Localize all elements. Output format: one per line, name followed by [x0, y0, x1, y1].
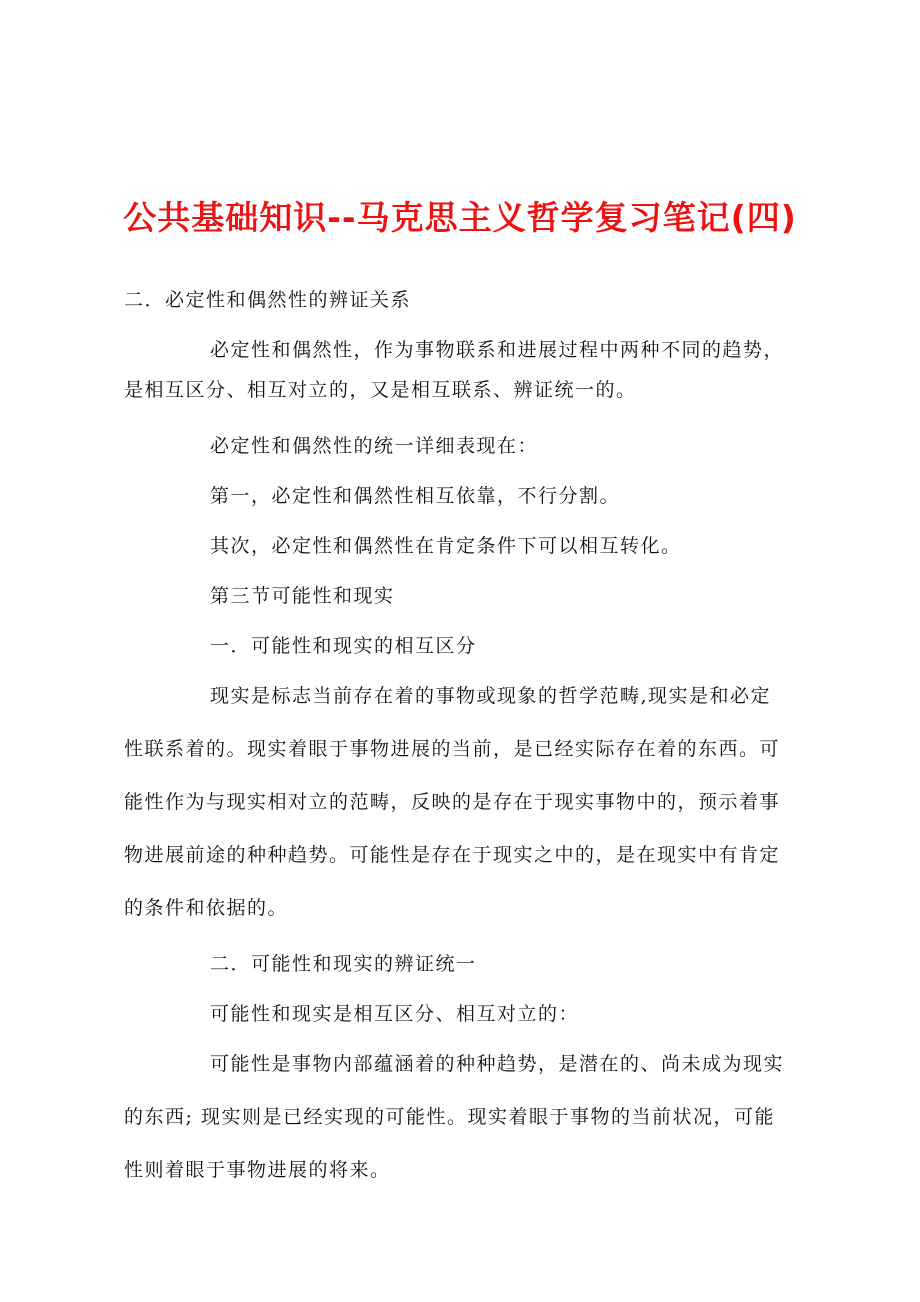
paragraph-line: 必定性和偶然性，作为事物联系和进展过程中两种不同的趋势， — [210, 339, 785, 361]
paragraph-line: 是相互区分、相互对立的，又是相互联系、辨证统一的。 — [124, 379, 637, 401]
paragraph-line: 性联系着的。现实着眼于事物进展的当前，是已经实际存在着的东西。可 — [124, 738, 781, 760]
paragraph-line: 第一，必定性和偶然性相互依靠，不行分割。 — [210, 485, 621, 507]
paragraph-line: 必定性和偶然性的统一详细表现在： — [210, 435, 539, 457]
document-body — [124, 280, 804, 1190]
paragraph-line: 能性作为与现实相对立的范畴，反映的是存在于现实事物中的，预示着事 — [124, 791, 781, 813]
paragraph-line: 物进展前途的种种趋势。可能性是存在于现实之中的，是在现实中有肯定 — [124, 844, 781, 866]
paragraph-line: 其次，必定性和偶然性在肯定条件下可以相互转化。 — [210, 535, 682, 557]
section-heading-necessity-contingency: 二．必定性和偶然性的辨证关系 — [124, 289, 412, 311]
paragraph-line: 性则着眼于事物进展的将来。 — [124, 1159, 391, 1181]
paragraph-line: 可能性是事物内部蕴涵着的种种趋势，是潜在的、尚未成为现实 — [210, 1053, 785, 1075]
paragraph-line: 可能性和现实是相互区分、相互对立的： — [210, 1003, 580, 1025]
paragraph-line: 现实是标志当前存在着的事物或现象的哲学范畴,现实是和必定 — [210, 685, 772, 707]
section-heading-possibility-reality: 第三节可能性和现实 — [210, 585, 395, 607]
paragraph-line: 的东西; 现实则是已经实现的可能性。现实着眼于事物的当前状况，可能 — [124, 1106, 775, 1128]
subsection-heading: 二．可能性和现实的辨证统一 — [210, 953, 477, 975]
paragraph-line: 的条件和依据的。 — [124, 897, 289, 919]
document-title: 公共基础知识--马克思主义哲学复习笔记(四) — [123, 198, 797, 237]
subsection-heading: 一．可能性和现实的相互区分 — [210, 635, 477, 657]
